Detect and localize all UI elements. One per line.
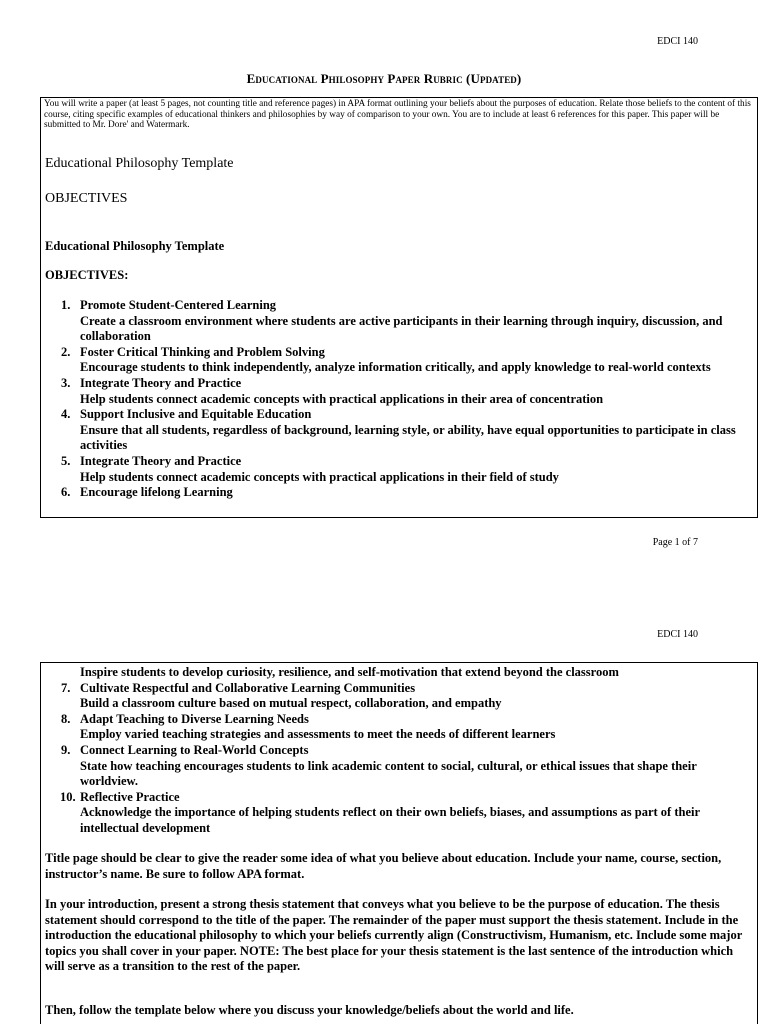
objective-number: 3. xyxy=(61,375,71,390)
title-page-paragraph: Title page should be clear to give the reader some idea of what you believe about education. Include your name, course, section, instructor’s name. Be sure to follow APA format. xyxy=(45,851,722,881)
objective-number: 5. xyxy=(61,453,71,468)
page-footer: Page 1 of 7 xyxy=(652,537,698,548)
objective-desc: Help students connect academic concepts with practical applications in their field of study xyxy=(80,469,559,484)
template-heading-bold: Educational Philosophy Template xyxy=(45,239,225,253)
assignment-intro: You will write a paper (at least 5 pages, not counting title and reference pages) in APA format outlining your beliefs about the purposes of education. Relate those beliefs to the content of this course, citing specific examples of educational thinkers and philosophies by way of comparison to your own. You are to include at least 6 references for this paper. This paper will be submitted to Mr. Dore' and Watermark. xyxy=(44,99,751,130)
objective-number: 6. xyxy=(61,485,71,500)
objective-item xyxy=(45,345,749,376)
objective-desc: Acknowledge the importance of helping students reflect on their own beliefs, biases, and assumptions as part of their intellectual development xyxy=(80,805,700,835)
page-header: EDCI 140 xyxy=(657,629,698,640)
objective-number: 10. xyxy=(60,789,76,804)
objective-item xyxy=(45,681,749,712)
objective-number: 4. xyxy=(61,407,71,422)
objective-title: Connect Learning to Real-World Concepts xyxy=(80,742,309,757)
objective-desc: Employ varied teaching strategies and assessments to meet the needs of different learners xyxy=(80,727,556,742)
template-heading-plain: Educational Philosophy Template xyxy=(45,156,234,171)
objectives-list-continued xyxy=(45,665,749,837)
objective-title: Promote Student-Centered Learning xyxy=(80,298,277,312)
rubric-box xyxy=(40,97,758,518)
objective-item xyxy=(45,298,749,345)
objective-title: Foster Critical Thinking and Problem Solving xyxy=(80,344,325,359)
objective-item xyxy=(45,454,749,485)
objective-desc: Create a classroom environment where students are active participants in their learning through inquiry, discussion, and collaboration xyxy=(80,313,723,344)
objective-desc: Build a classroom culture based on mutual respect, collaboration, and empathy xyxy=(80,696,502,711)
objective-number: 7. xyxy=(61,680,71,695)
objective-number: 2. xyxy=(61,344,71,359)
objective-item xyxy=(45,790,749,837)
page-header: EDCI 140 xyxy=(657,36,698,47)
objective-item xyxy=(45,485,749,501)
objective-title: Support Inclusive and Equitable Education xyxy=(80,407,312,422)
objective-desc: State how teaching encourages students to link academic content to social, cultural, or ethical issues that shape their worldview. xyxy=(80,758,697,789)
objective-title: Integrate Theory and Practice xyxy=(80,453,242,468)
objective-desc: Help students connect academic concepts with practical applications in their area of concentration xyxy=(80,391,604,406)
objective-title: Encourage lifelong Learning xyxy=(80,485,233,500)
objective-title: Integrate Theory and Practice xyxy=(80,375,242,390)
objective-desc: Ensure that all students, regardless of background, learning style, or ability, have equal opportunities to participate in class activities xyxy=(80,422,736,453)
objective-item xyxy=(45,743,749,790)
introduction-paragraph: In your introduction, present a strong thesis statement that conveys what you believe to be the purpose of education. The thesis statement should correspond to the title of the paper. The remainder of the paper must support the thesis statement. Include in the introduction the educational philosophy to which your beliefs currently align (Constructivism, Humanism, etc. Include some major topics you shall cover in your paper. NOTE: The best place for your thesis statement is the last sentence of the introduction which will serve as a transition to the rest of the paper. xyxy=(45,897,743,974)
rubric-box-continued xyxy=(40,662,758,1024)
objectives-heading-bold: OBJECTIVES: xyxy=(45,268,129,282)
objective-title: Reflective Practice xyxy=(80,789,180,804)
objectives-heading-plain: OBJECTIVES xyxy=(45,191,128,206)
objective-item xyxy=(45,376,749,407)
objective-item xyxy=(45,712,749,743)
objective-desc: Encourage students to think independently, analyze information critically, and apply knowledge to real-world contexts xyxy=(80,360,711,375)
objective-number: 1. xyxy=(61,298,71,312)
objectives-list xyxy=(45,298,749,501)
objective-title: Adapt Teaching to Diverse Learning Needs xyxy=(80,711,309,726)
objective-item xyxy=(45,407,749,454)
objective-number: 9. xyxy=(61,742,71,757)
objective-title: Cultivate Respectful and Collaborative Learning Communities xyxy=(80,680,416,695)
objective-number: 8. xyxy=(61,711,71,726)
document-title: Educational Philosophy Paper Rubric (Updated) xyxy=(246,71,522,86)
objective-desc: Inspire students to develop curiosity, resilience, and self-motivation that extend beyond the classroom xyxy=(80,665,619,679)
template-instruction-paragraph: Then, follow the template below where you discuss your knowledge/beliefs about the world and life. xyxy=(45,1003,574,1017)
